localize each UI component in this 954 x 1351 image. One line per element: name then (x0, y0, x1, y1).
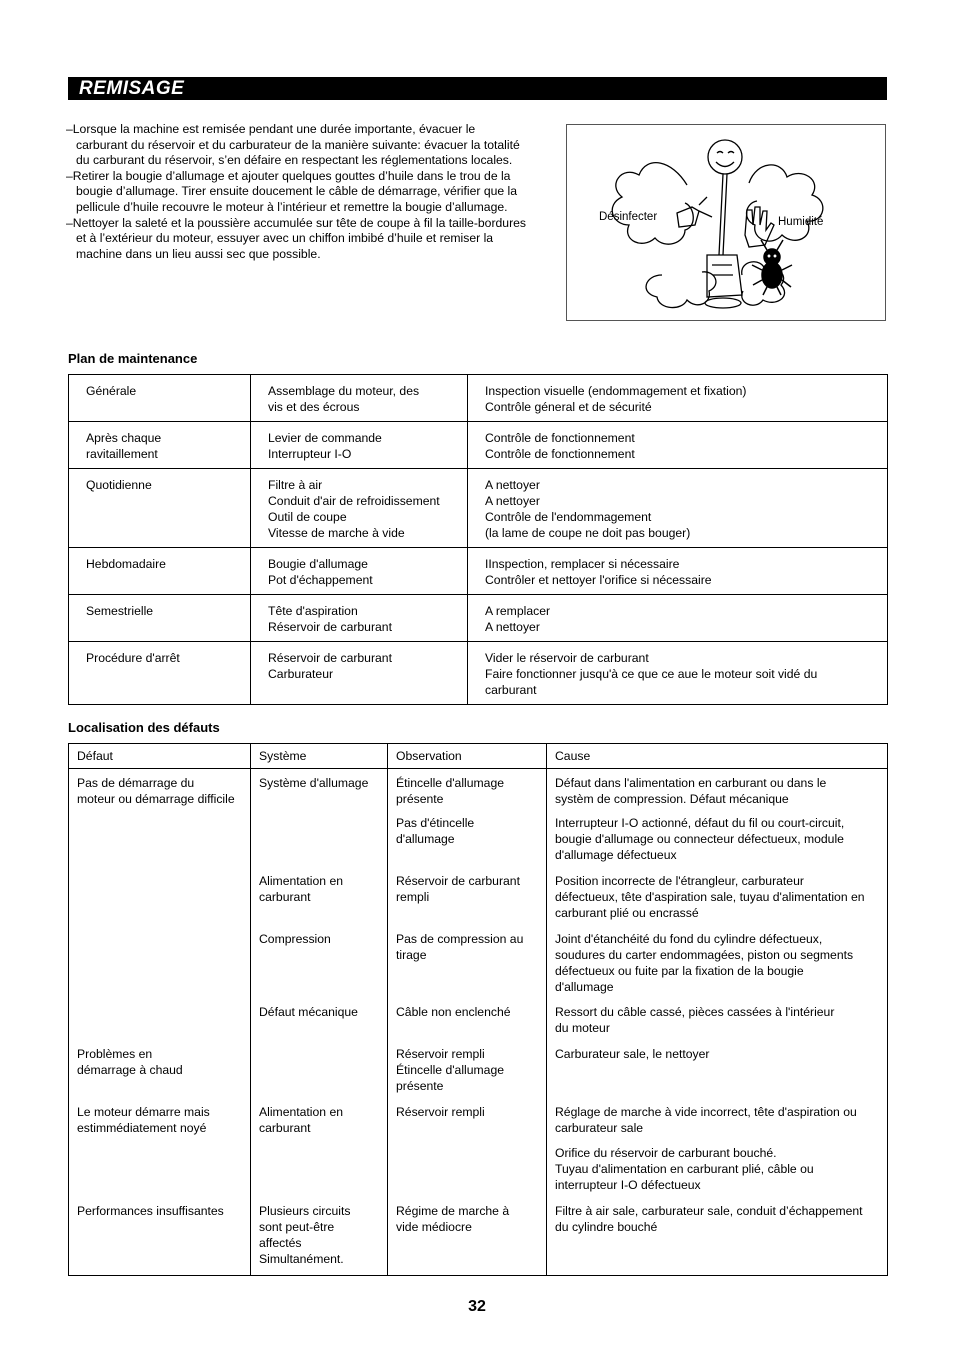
observation-cell: Pas d'étincelle d'allumage (388, 811, 547, 869)
maintenance-row (69, 469, 888, 548)
component-cell: Filtre à air Conduit d'air de refroidissement Outil de coupe Vitesse de marche à vide (251, 469, 468, 548)
period-cell: Générale (69, 375, 251, 422)
instruction-1: –Lorsque la machine est remisée pendant une durée importante, évacuer le carburant du réservoir et du carburateur de la manière suivante: évacuer la totalité du carburant du réservoir, s’en défaire en respectant les réglementations locales. (66, 122, 520, 168)
fault-row (69, 1199, 888, 1276)
fault-row (69, 1000, 888, 1042)
faults-title: Localisation des défauts (68, 720, 220, 735)
defaut-cell (69, 1141, 251, 1199)
maintenance-row (69, 375, 888, 422)
storage-illustration (566, 124, 886, 321)
systeme-cell: Alimentation en carburant (251, 1100, 388, 1141)
fault-row (69, 927, 888, 1000)
section-title: REMISAGE (79, 78, 185, 99)
action-cell: Vider le réservoir de carburant Faire fonctionner jusqu'à ce que ce aue le moteur soit vidé du carburant (468, 642, 888, 705)
component-cell: Levier de commande Interrupteur I-O (251, 422, 468, 469)
component-cell: Réservoir de carburant Carburateur (251, 642, 468, 705)
cause-cell: Réglage de marche à vide incorrect, tête d'aspiration ou carburateur sale (547, 1100, 888, 1141)
defaut-cell: Problèmes en démarrage à chaud (69, 1042, 251, 1100)
instruction-3: –Nettoyer la saleté et la poussière accumulée sur tête de coupe à fil la taille-bordures et à l’extérieur du moteur, essuyer avec un chiffon imbibé d’huile et remiser la machine dans un lieu aussi sec que possible. (66, 215, 526, 261)
period-cell: Quotidienne (69, 469, 251, 548)
faults-header-row (69, 744, 888, 769)
header-defaut: Défaut (69, 744, 251, 769)
action-cell: A remplacer A nettoyer (468, 595, 888, 642)
observation-cell: Régime de marche à vide médiocre (388, 1199, 547, 1276)
cause-cell: Interrupteur I-O actionné, défaut du fil ou court-circuit, bougie d'allumage ou connecteur défectueux, module d'allumage défectueux (547, 811, 888, 869)
storage-instructions (66, 122, 528, 262)
header-observation: Observation (388, 744, 547, 769)
page-number: 32 (468, 1298, 486, 1315)
systeme-cell: Système d'allumage (251, 769, 388, 811)
action-cell: IInspection, remplacer si nécessaire Contrôler et nettoyer l'orifice si nécessaire (468, 548, 888, 595)
systeme-cell: Compression (251, 927, 388, 1000)
fault-row (69, 1100, 888, 1141)
component-cell: Assemblage du moteur, des vis et des écrous (251, 375, 468, 422)
systeme-cell: Alimentation en carburant (251, 869, 388, 927)
cause-cell: Défaut dans l'alimentation en carburant ou dans le systèm de compression. Défaut mécanique (547, 769, 888, 811)
period-cell: Hebdomadaire (69, 548, 251, 595)
action-cell: Contrôle de fonctionnement Contrôle de fonctionnement (468, 422, 888, 469)
period-cell: Après chaque ravitaillement (69, 422, 251, 469)
observation-cell: Réservoir rempli (388, 1100, 547, 1141)
component-cell: Tête d'aspiration Réservoir de carburant (251, 595, 468, 642)
observation-cell: Étincelle d'allumage présente (388, 769, 547, 811)
fault-row (69, 869, 888, 927)
observation-cell (388, 1141, 547, 1199)
observation-cell: Câble non enclenché (388, 1000, 547, 1042)
label-humidity: Humidité (778, 216, 824, 228)
section-title-bar (68, 77, 887, 100)
fault-row (69, 811, 888, 869)
header-systeme: Système (251, 744, 388, 769)
maintenance-row (69, 548, 888, 595)
defaut-cell: Pas de démarrage du moteur ou démarrage difficile (69, 769, 251, 811)
systeme-cell: Défaut mécanique (251, 1000, 388, 1042)
action-cell: A nettoyer A nettoyer Contrôle de l'endommagement (la lame de coupe ne doit pas bouger) (468, 469, 888, 548)
fault-row (69, 769, 888, 811)
defaut-cell (69, 811, 251, 869)
defaut-cell: Le moteur démarre mais estimmédiatement noyé (69, 1100, 251, 1141)
label-disinfect: Désinfecter (599, 211, 658, 223)
systeme-cell (251, 811, 388, 869)
cause-cell: Joint d'étanchéité du fond du cylindre défectueux, soudures du carter endommagées, piston ou segments défectueux ou fuite par la fixation de la bougie d'allumage (547, 927, 888, 1000)
period-cell: Semestrielle (69, 595, 251, 642)
defaut-cell: Performances insuffisantes (69, 1199, 251, 1276)
maintenance-row (69, 642, 888, 705)
maintenance-row (69, 595, 888, 642)
header-cause: Cause (547, 744, 888, 769)
observation-cell: Réservoir rempli Étincelle d'allumage présente (388, 1042, 547, 1100)
cause-cell: Carburateur sale, le nettoyer (547, 1042, 888, 1100)
cause-cell: Orifice du réservoir de carburant bouché. Tuyau d'alimentation en carburant plié, câble ou interrupteur I-O défectueux (547, 1141, 888, 1199)
systeme-cell (251, 1042, 388, 1100)
period-cell: Procédure d'arrêt (69, 642, 251, 705)
systeme-cell (251, 1141, 388, 1199)
maintenance-title: Plan de maintenance (68, 351, 198, 366)
fault-row (69, 1141, 888, 1199)
defaut-cell (69, 1000, 251, 1042)
cause-cell: Filtre à air sale, carburateur sale, conduit d’échappement du cylindre bouché (547, 1199, 888, 1276)
defaut-cell (69, 869, 251, 927)
faults-table (68, 743, 888, 1276)
component-cell: Bougie d'allumage Pot d'échappement (251, 548, 468, 595)
defaut-cell (69, 927, 251, 1000)
observation-cell: Pas de compression au tirage (388, 927, 547, 1000)
cause-cell: Ressort du câble cassé, pièces cassées à l'intérieur du moteur (547, 1000, 888, 1042)
systeme-cell: Plusieurs circuits sont peut-être affectés Simultanément. (251, 1199, 388, 1276)
maintenance-table (68, 374, 888, 705)
fault-row (69, 1042, 888, 1100)
action-cell: Inspection visuelle (endommagement et fixation) Contrôle géneral et de sécurité (468, 375, 888, 422)
observation-cell: Réservoir de carburant rempli (388, 869, 547, 927)
maintenance-row (69, 422, 888, 469)
instruction-2: –Retirer la bougie d’allumage et ajouter quelques gouttes d’huile dans le trou de la bougie d’allumage. Tirer ensuite doucement le câble de démarrage, vérifier que la pellicule d’huile recouvre le moteur à l’intérieur et remettre la bougie d’allumage. (66, 168, 518, 214)
cause-cell: Position incorrecte de l'étrangleur, carburateur défectueux, tête d'aspiration sale, tuyau d'alimentation en carburant plié ou encrassé (547, 869, 888, 927)
